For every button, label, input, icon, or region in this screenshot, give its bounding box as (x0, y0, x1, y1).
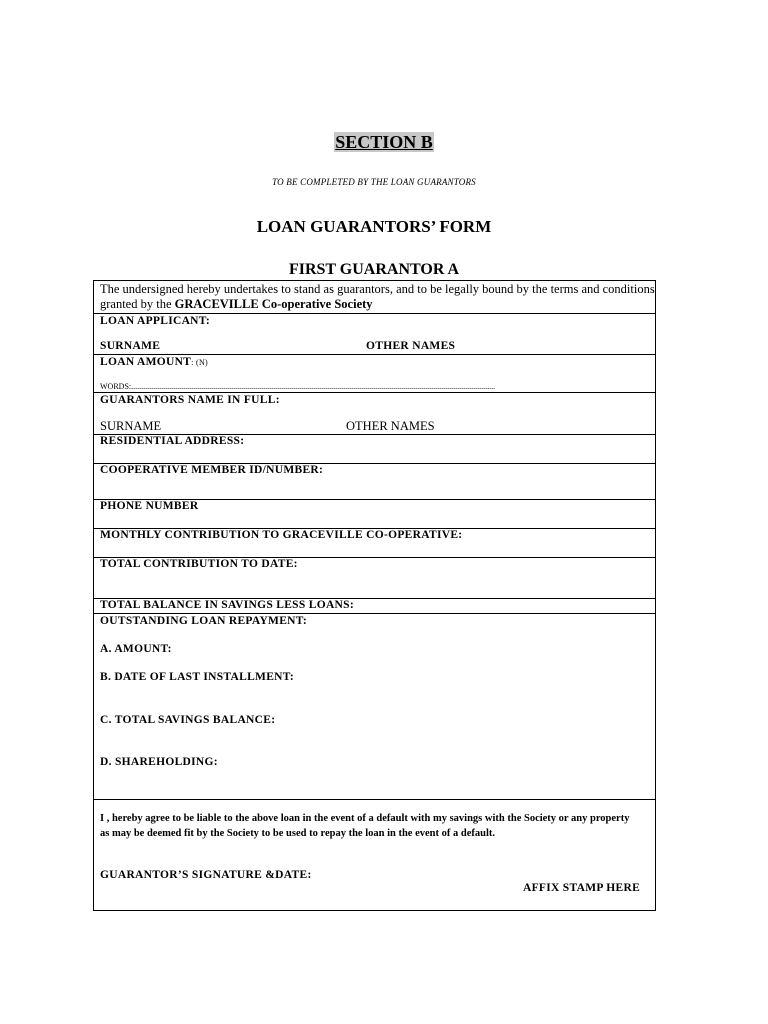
intro-text-body: The undersigned hereby undertakes to stand as guarantors, and to be legally bound by the terms and conditions granted by the (100, 282, 655, 311)
residential-address-label: RESIDENTIAL ADDRESS: (100, 435, 245, 447)
total-balance-row[interactable] (94, 599, 655, 614)
words-dotted-line: ...................................................................................................................................................................................... (131, 382, 496, 391)
shareholding-label: D. SHAREHOLDING: (100, 756, 218, 768)
applicant-other-names-label: OTHER NAMES (366, 340, 456, 352)
monthly-contribution-label: MONTHLY CONTRIBUTION TO GRACEVILLE CO-OPERATIVE: (100, 529, 463, 541)
date-last-installment-label: B. DATE OF LAST INSTALLMENT: (100, 671, 295, 683)
outstanding-loan-label: OUTSTANDING LOAN REPAYMENT: (100, 615, 308, 627)
monthly-contribution-row[interactable] (94, 529, 655, 558)
member-id-row[interactable] (94, 464, 655, 500)
total-savings-balance-label: C. TOTAL SAVINGS BALANCE: (100, 714, 276, 726)
guarantor-form-table (93, 280, 656, 911)
phone-number-row[interactable] (94, 500, 655, 529)
guarantor-other-names-label: OTHER NAMES (346, 419, 435, 433)
guarantor-name-label: GUARANTORS NAME IN FULL: (100, 394, 280, 406)
total-contribution-label: TOTAL CONTRIBUTION TO DATE: (100, 558, 298, 570)
loan-amount-label-text: LOAN AMOUNT (100, 356, 192, 368)
declaration-text: I , hereby agree to be liable to the above loan in the event of a default with my savings with the Society or any property as may be deemed fit by the Society to be used to repay the loan in the event of a default. (100, 813, 630, 839)
society-name: GRACEVILLE Co-operative Society (174, 297, 373, 311)
phone-number-label: PHONE NUMBER (100, 500, 199, 512)
residential-address-row[interactable] (94, 435, 655, 464)
guarantor-name-row[interactable] (94, 393, 655, 435)
guarantor-title: FIRST GUARANTOR A (288, 261, 460, 278)
loan-amount-label (100, 356, 208, 368)
guarantor-surname-label: SURNAME (100, 419, 162, 433)
intro-text (100, 282, 656, 312)
words-label: WORDS: (100, 382, 132, 391)
applicant-surname-label: SURNAME (100, 340, 161, 352)
declaration-row[interactable] (94, 800, 655, 910)
loan-amount-words-line[interactable] (100, 380, 495, 392)
loan-amount-row[interactable] (94, 355, 655, 393)
loan-amount-currency: : (N) (191, 358, 208, 367)
loan-applicant-label: LOAN APPLICANT: (100, 315, 211, 327)
member-id-label: COOPERATIVE MEMBER ID/NUMBER: (100, 464, 324, 476)
signature-date-label: GUARANTOR’S SIGNATURE &DATE: (100, 869, 312, 881)
intro-row (94, 281, 655, 314)
outstanding-amount-label: A. AMOUNT: (100, 643, 172, 655)
affix-stamp-label: AFFIX STAMP HERE (523, 882, 641, 894)
section-title (0, 132, 768, 153)
total-contribution-row[interactable] (94, 558, 655, 599)
section-title-text: SECTION B (335, 132, 433, 152)
outstanding-loan-row[interactable] (94, 614, 655, 800)
total-balance-label: TOTAL BALANCE IN SAVINGS LESS LOANS: (100, 599, 354, 611)
form-subtitle: TO BE COMPLETED BY THE LOAN GUARANTORS (272, 177, 476, 187)
form-title: LOAN GUARANTORS’ FORM (256, 217, 492, 236)
loan-applicant-row[interactable] (94, 314, 655, 355)
